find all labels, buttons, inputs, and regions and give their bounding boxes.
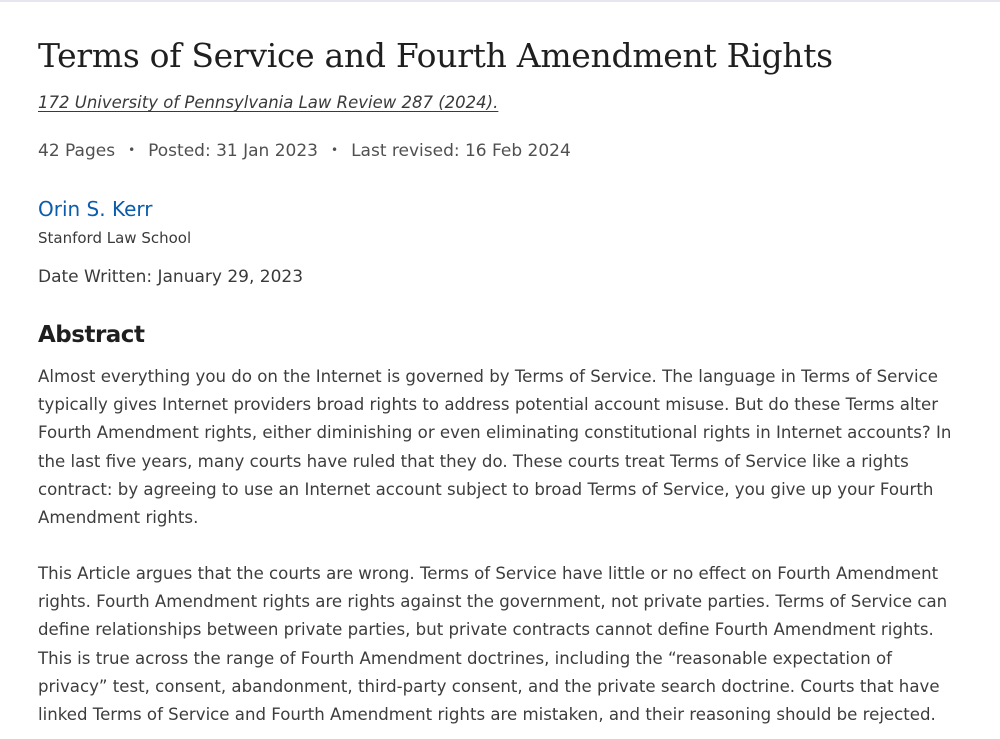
author-affiliation: Stanford Law School [38, 229, 192, 247]
page-count: 42 Pages [38, 141, 116, 161]
meta-separator: • [128, 143, 136, 157]
paper-title: Terms of Service and Fourth Amendment Rights [38, 36, 833, 75]
abstract-heading: Abstract [38, 322, 145, 348]
abstract-paragraph: Almost everything you do on the Internet is governed by Terms of Service. The language in Terms of Service typically gives Internet providers broad rights to address potential account misuse. But do these Terms alter Fourth Amendment rights, either diminishing or even eliminating constitutional rights in Internet accounts? In the last five years, many courts have ruled that they do. These courts treat Terms of Service like a rights contract: by agreeing to use an Internet account subject to broad Terms of Service, you give up your Fourth Amendment rights. [38, 367, 952, 528]
revised-date: Last revised: 16 Feb 2024 [351, 141, 571, 161]
posted-date: Posted: 31 Jan 2023 [148, 141, 318, 161]
citation-link[interactable]: 172 University of Pennsylvania Law Review 287 (2024). [38, 93, 499, 112]
abstract-paragraph: This Article argues that the courts are wrong. Terms of Service have little or no effect on Fourth Amendment rights. Fourth Amendment rights are rights against the government, not private parties. Terms of Service can define relationships between private parties, but private contracts cannot define Fourth Amendment rights. This is true across the range of Fourth Amendment doctrines, including the “reasonable expectation of privacy” test, consent, abandonment, third-party consent, and the private search doctrine. Courts that have linked Terms of Service and Fourth Amendment rights are mistaken, and their reasoning should be rejected. [38, 564, 948, 725]
date-written: Date Written: January 29, 2023 [38, 267, 304, 287]
meta-separator: • [331, 143, 339, 157]
top-divider [0, 0, 1000, 2]
paper-meta [38, 141, 571, 161]
author-link[interactable]: Orin S. Kerr [38, 197, 153, 221]
